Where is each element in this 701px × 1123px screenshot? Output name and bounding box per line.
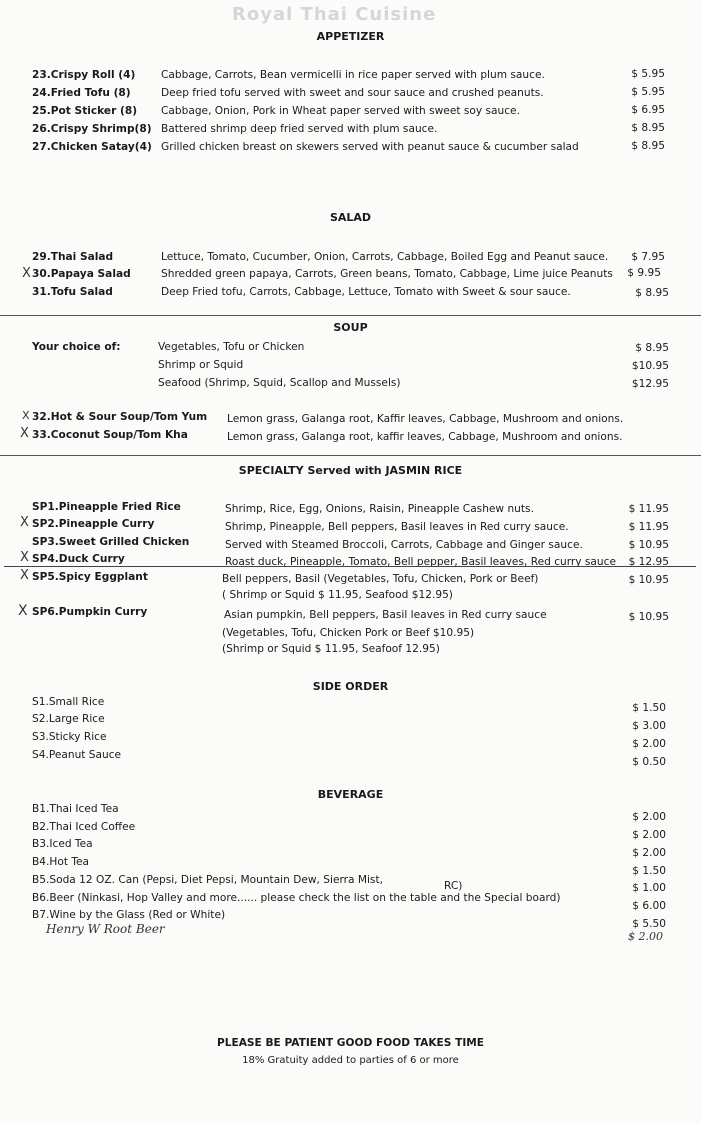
item-price: $ 10.95 [628,574,669,586]
item-price: $ 5.95 [631,86,665,98]
item-description: Bell peppers, Basil (Vegetables, Tofu, Chicken, Pork or Beef) [222,573,539,585]
item-price: $ 2.00 [632,847,666,859]
item-description: Battered shrimp deep fried served with plum sauce. [161,123,438,135]
item-description: Cabbage, Onion, Pork in Wheat paper served with sweet soy sauce. [161,105,520,117]
option-label: Seafood (Shrimp, Squid, Scallop and Mussels) [158,377,401,389]
item-name: 32.Hot & Sour Soup/Tom Yum [32,411,208,423]
item-name: SP1.Pineapple Fried Rice [32,501,181,513]
item-description: Roast duck, Pineapple, Tomato, Bell pepper, Basil leaves, Red curry sauce [225,556,616,568]
item-name: S4.Peanut Sauce [32,749,122,761]
item-description: Shrimp, Pineapple, Bell peppers, Basil leaves in Red curry sauce. [225,521,569,533]
gratuity-notice: 18% Gratuity added to parties of 6 or more [242,1055,459,1066]
item-name: B2.Thai Iced Coffee [32,821,136,833]
item-description: Deep fried tofu served with sweet and sour sauce and crushed peanuts. [161,87,544,99]
salad-heading: SALAD [329,211,372,224]
option-label: Shrimp or Squid [158,359,244,371]
item-name: S1.Small Rice [32,696,105,708]
item-name: 31.Tofu Salad [32,286,113,298]
item-name: S3.Sticky Rice [32,731,107,743]
specialty-heading: SPECIALTY Served with JASMIN RICE [238,464,463,477]
item-description: Lemon grass, Galanga root, Kaffir leaves, Cabbage, Mushroom and onions. [227,413,624,425]
item-name: 33.Coconut Soup/Tom Kha [32,429,188,441]
item-price: $ 0.50 [632,756,666,768]
item-name: SP6.Pumpkin Curry [32,606,148,618]
handwritten-x-mark: X [20,550,29,565]
ghost-title: Royal Thai Cuisine [232,4,437,25]
item-name: B4.Hot Tea [32,856,90,868]
item-name: SP2.Pineapple Curry [32,518,155,530]
item-name: S2.Large Rice [32,713,105,725]
item-description: Served with Steamed Broccoli, Carrots, Cabbage and Ginger sauce. [225,539,583,551]
handwritten-item: Henry W Root Beer [46,922,165,936]
item-name: SP5.Spicy Eggplant [32,571,148,583]
item-name: 30.Papaya Salad [32,268,131,280]
item-price: $ 1.50 [632,865,666,877]
item-name: SP3.Sweet Grilled Chicken [32,536,190,548]
item-price: $ 10.95 [628,611,669,623]
item-price: $ 11.95 [628,503,669,515]
item-description: Cabbage, Carrots, Bean vermicelli in rice paper served with plum sauce. [161,69,545,81]
item-price: $ 8.95 [631,122,665,134]
side-order-heading: SIDE ORDER [312,680,389,693]
handwritten-x-mark: X [18,603,28,619]
beverage-heading: BEVERAGE [317,788,384,801]
option-price: $12.95 [631,378,669,390]
item-description-extra: ( Shrimp or Squid $ 11.95, Seafood $12.95) [222,589,453,601]
soup-heading: SOUP [333,321,368,334]
item-description: Lemon grass, Galanga root, kaffir leaves, Cabbage, Mushroom and onions. [227,431,623,443]
handwritten-strike-line [4,566,696,567]
item-description: Shredded green papaya, Carrots, Green beans, Tomato, Cabbage, Lime juice Peanuts [161,268,613,280]
item-name: 26.Crispy Shrimp(8) [32,123,152,135]
item-name: 29.Thai Salad [32,251,114,263]
item-name: B6.Beer (Ninkasi, Hop Valley and more...... please check the list on the table and the Special board) [32,892,561,904]
item-name: B1.Thai Iced Tea [32,803,119,815]
item-price: $ 6.00 [632,900,666,912]
item-price: $ 9.95 [627,267,661,279]
option-price: $ 8.95 [635,342,669,354]
item-price: $ 8.95 [631,140,665,152]
item-price: $ 11.95 [628,521,669,533]
item-price: $ 5.50 [632,918,666,930]
item-price: $ 2.00 [632,829,666,841]
divider [0,455,701,456]
item-price: $ 12.95 [628,556,669,568]
item-description-extra: (Vegetables, Tofu, Chicken Pork or Beef $10.95) [222,627,475,639]
item-price: $ 8.95 [635,287,669,299]
option-label: Vegetables, Tofu or Chicken [158,341,305,353]
item-name: B7.Wine by the Glass (Red or White) [32,909,226,921]
item-description: Shrimp, Rice, Egg, Onions, Raisin, Pineapple Cashew nuts. [225,503,534,515]
handwritten-x-mark: X [20,426,29,441]
item-name: SP4.Duck Curry [32,553,125,565]
item-name-tail: RC) [444,880,463,892]
handwritten-x-mark: X [20,515,29,530]
item-price: $ 3.00 [632,720,666,732]
item-description: Lettuce, Tomato, Cucumber, Onion, Carrots, Cabbage, Boiled Egg and Peanut sauce. [161,251,609,263]
item-price: $ 7.95 [631,251,665,263]
item-description: Asian pumpkin, Bell peppers, Basil leaves in Red curry sauce [224,609,547,621]
soup-choice-label: Your choice of: [32,341,121,353]
item-price: $ 1.00 [632,882,666,894]
item-name: 25.Pot Sticker (8) [32,105,138,117]
item-price: $ 10.95 [628,539,669,551]
item-description: Deep Fried tofu, Carrots, Cabbage, Lettuce, Tomato with Sweet & sour sauce. [161,286,571,298]
item-name: 24.Fried Tofu (8) [32,87,131,99]
item-price: $ 6.95 [631,104,665,116]
item-price: $ 5.95 [631,68,665,80]
handwritten-x-mark: X [22,266,31,281]
handwritten-x-mark: X [20,568,29,583]
item-name: 23.Crispy Roll (4) [32,69,136,81]
handwritten-x-mark: X [22,409,30,422]
item-name: 27.Chicken Satay(4) [32,141,152,153]
item-description: Grilled chicken breast on skewers served with peanut sauce & cucumber salad [161,141,579,153]
appetizer-heading: APPETIZER [316,30,385,43]
item-price: $ 2.00 [632,738,666,750]
item-description-extra: (Shrimp or Squid $ 11.95, Seafoof 12.95) [222,643,440,655]
divider [0,315,701,316]
handwritten-price: $ 2.00 [628,930,663,943]
footer-notice: PLEASE BE PATIENT GOOD FOOD TAKES TIME [216,1037,485,1049]
item-name: B5.Soda 12 OZ. Can (Pepsi, Diet Pepsi, Mountain Dew, Sierra Mist, [32,874,383,886]
item-price: $ 1.50 [632,702,666,714]
item-price: $ 2.00 [632,811,666,823]
item-name: B3.Iced Tea [32,838,93,850]
option-price: $10.95 [631,360,669,372]
